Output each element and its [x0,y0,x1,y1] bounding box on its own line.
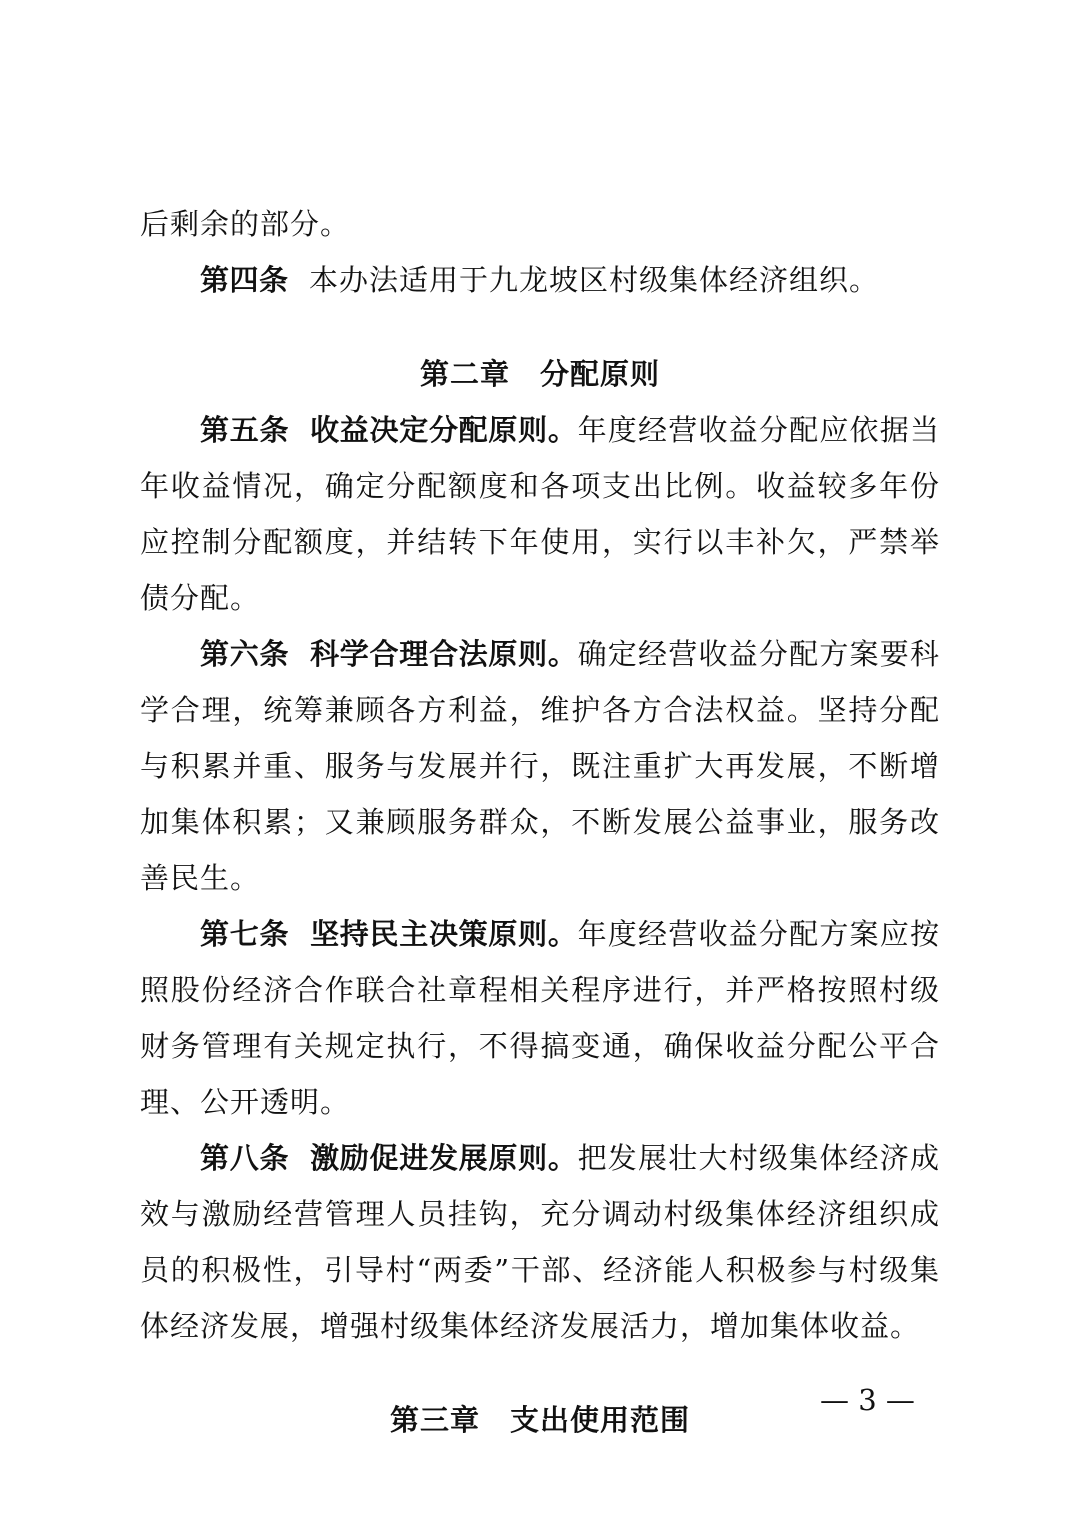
article-5-heading: 第五条 [200,413,290,447]
chapter-spacer [140,308,940,346]
article-6-text: 确定经营收益分配方案要科学合理，统筹兼顾各方利益，维护各方合法权益。坚持分配与积累并重、服务与发展并行，既注重扩大再发展，不断增加集体积累；又兼顾服务群众，不断发展公益事业，服务改善民生。 [140,637,940,895]
article-5 [140,402,940,626]
document-page [140,196,940,1448]
article-7-principle: 坚持民主决策原则。 [310,917,578,951]
article-5-text: 年度经营收益分配应依据当年收益情况，确定分配额度和各项支出比例。收益较多年份应控制分配额度，并结转下年使用，实行以丰补欠，严禁举债分配。 [140,413,940,615]
opening-line [140,196,940,252]
article-7-heading: 第七条 [200,917,290,951]
article-4 [140,252,940,308]
page-number: — 3 — [820,1383,915,1417]
opening-line-text: 后剩余的部分。 [140,207,351,241]
article-7 [140,906,940,1130]
chapter-3-number: 第三章 [389,1403,480,1437]
article-4-text: 本办法适用于九龙坡区村级集体经济组织。 [308,263,879,297]
article-4-heading: 第四条 [200,263,289,297]
chapter-2-name: 分配原则 [540,357,661,391]
article-8-text: 把发展壮大村级集体经济成效与激励经营管理人员挂钩，充分调动村级集体经济组织成员的积极性，引导村“两委”干部、经济能人积极参与村级集体经济发展，增强村级集体经济发展活力，增加集体收益。 [140,1141,940,1343]
article-6-principle: 科学合理合法原则。 [310,637,578,671]
chapter-2-number: 第二章 [419,357,510,391]
article-8-principle: 激励促进发展原则。 [310,1141,578,1175]
chapter-3-name: 支出使用范围 [510,1403,691,1437]
article-8 [140,1130,940,1354]
article-8-heading: 第八条 [200,1141,290,1175]
article-6-heading: 第六条 [200,637,290,671]
article-7-text: 年度经营收益分配方案应按照股份经济合作联合社章程相关程序进行，并严格按照村级财务管理有关规定执行，不得搞变通，确保收益分配公平合理、公开透明。 [140,917,940,1119]
article-5-principle: 收益决定分配原则。 [310,413,578,447]
article-6 [140,626,940,906]
chapter-2-title [140,346,940,402]
